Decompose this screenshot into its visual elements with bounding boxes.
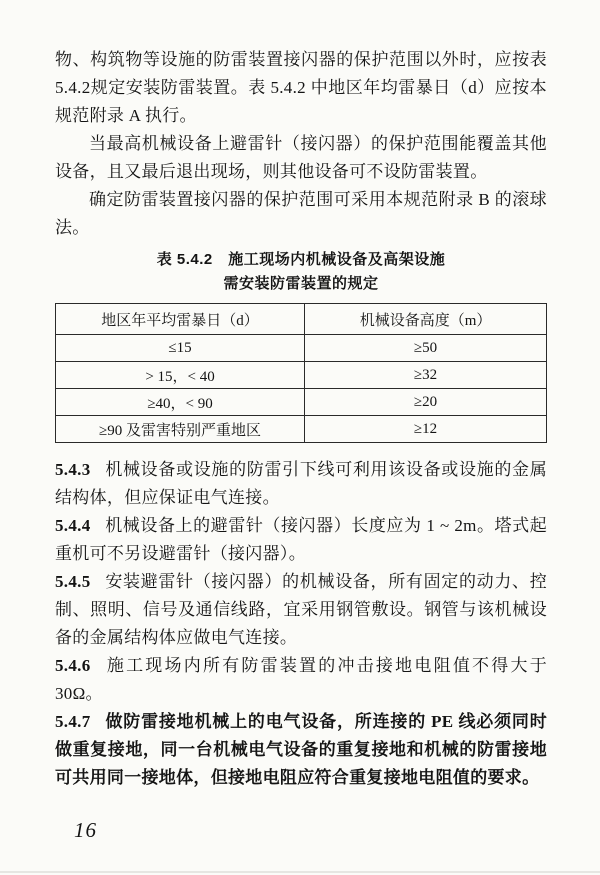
- table-row: [56, 362, 547, 389]
- table-title-line1: 表 5.4.2 施工现场内机械设备及高架设施: [156, 251, 446, 268]
- table-cell: ≥50: [305, 335, 547, 362]
- table-cell: ≥12: [305, 416, 547, 443]
- body-paragraph: 当最高机械设备上避雷针（接闪器）的保护范围能覆盖其他设备，且又最后退出现场，则其他设备可不设防雷装置。: [55, 134, 547, 181]
- page-number: 16: [74, 818, 97, 842]
- table-title-line2: 需安装防雷装置的规定: [223, 275, 379, 292]
- section-text: 机械设备上的避雷针（接闪器）长度应为 1 ~ 2m。塔式起重机可不另设避雷针（接闪器）。: [55, 516, 547, 563]
- section-number: 5.4.6: [55, 656, 91, 675]
- section-paragraph: [55, 652, 547, 708]
- section-text: 施工现场内所有防雷装置的冲击接地电阻值不得大于30Ω。: [55, 656, 547, 703]
- section-text: 做防雷接地机械上的电气设备，所连接的 PE 线必须同时做重复接地，同一台机械电气设备的重复接地和机械的防雷接地可共用同一接地体，但接地电阻应符合重复接地电阻值的要求。: [55, 712, 547, 787]
- section-number: 5.4.5: [55, 572, 91, 591]
- table-row: [56, 335, 547, 362]
- table-cell: ≥90 及雷害特别严重地区: [56, 416, 305, 443]
- body-paragraph: 物、构筑物等设施的防雷装置接闪器的保护范围以外时，应按表 5.4.2规定安装防雷装置。表 5.4.2 中地区年均雷暴日（d）应按本规范附录 A 执行。: [55, 50, 547, 125]
- table-cell: ≥32: [305, 362, 547, 389]
- body-paragraph: 确定防雷装置接闪器的保护范围可采用本规范附录 B 的滚球法。: [55, 190, 547, 237]
- section-number: 5.4.3: [55, 460, 91, 479]
- section-paragraph: [55, 708, 547, 792]
- regulation-table: [55, 303, 547, 443]
- table-row: [56, 389, 547, 416]
- table-cell: > 15，< 40: [56, 362, 305, 389]
- section-paragraph: [55, 568, 547, 652]
- table-header-cell: 机械设备高度（m）: [305, 304, 547, 335]
- section-paragraph: [55, 512, 547, 568]
- section-number: 5.4.4: [55, 516, 91, 535]
- section-paragraph: [55, 456, 547, 512]
- table-title: [55, 248, 547, 296]
- table-cell: ≥20: [305, 389, 547, 416]
- section-number: 5.4.7: [55, 712, 91, 731]
- sections-block: [55, 456, 547, 792]
- section-text: 机械设备或设施的防雷引下线可利用该设备或设施的金属结构体，但应保证电气连接。: [55, 460, 547, 507]
- table-row: [56, 416, 547, 443]
- table-cell: ≤15: [56, 335, 305, 362]
- table-header-cell: 地区年平均雷暴日（d）: [56, 304, 305, 335]
- table-header-row: [56, 304, 547, 335]
- table-cell: ≥40，< 90: [56, 389, 305, 416]
- section-text: 安装避雷针（接闪器）的机械设备，所有固定的动力、控制、照明、信号及通信线路，宜采用钢管敷设。钢管与该机械设备的金属结构体应做电气连接。: [55, 572, 547, 647]
